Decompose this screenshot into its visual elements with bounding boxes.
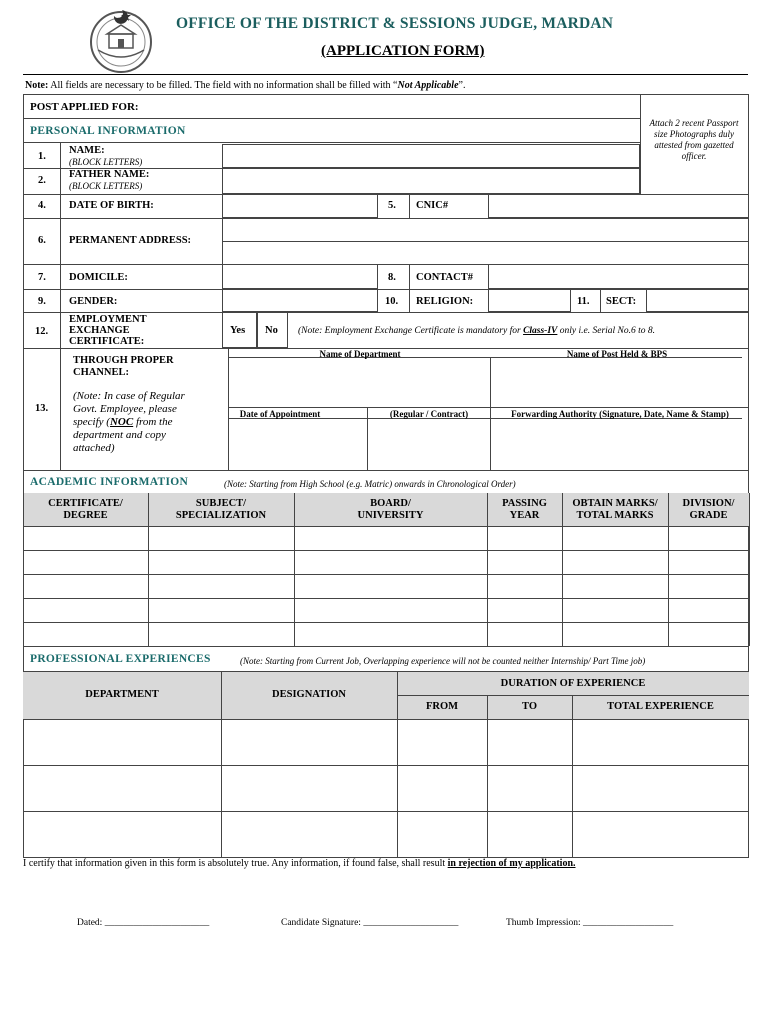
department-name-field[interactable] xyxy=(230,359,488,406)
experience-cell[interactable] xyxy=(222,812,396,856)
contact-field[interactable] xyxy=(488,264,749,289)
academic-cell[interactable] xyxy=(488,551,561,573)
academic-col-header: GRADE xyxy=(689,510,728,521)
academic-cell[interactable] xyxy=(669,575,748,597)
post-held-field[interactable] xyxy=(492,359,747,406)
post-applied-field[interactable] xyxy=(160,96,636,116)
channel-note: Govt. Employee, please xyxy=(73,403,177,415)
name-label: NAME: xyxy=(69,145,105,156)
academic-cell[interactable] xyxy=(24,599,147,621)
professional-note: (Note: Starting from Current Job, Overlapping experience will not be counted neither Internship/ Part Time job) xyxy=(240,656,646,666)
academic-cell[interactable] xyxy=(488,575,561,597)
sect-field[interactable] xyxy=(646,289,749,312)
father-name-label: FATHER NAME: xyxy=(69,169,150,180)
channel-note: (Note: In case of Regular xyxy=(73,390,185,402)
academic-col-header: DIVISION/ xyxy=(682,498,735,509)
academic-cell[interactable] xyxy=(563,527,667,549)
father-name-field[interactable] xyxy=(222,168,640,194)
academic-cell[interactable] xyxy=(563,623,667,645)
academic-cell[interactable] xyxy=(563,551,667,573)
thumb-impression-field[interactable]: Thumb Impression: ___________________ xyxy=(506,918,674,928)
academic-col-header: DEGREE xyxy=(63,510,108,521)
religion-label: RELIGION: xyxy=(416,296,474,307)
experience-cell[interactable] xyxy=(24,720,220,764)
experience-cell[interactable] xyxy=(488,812,571,856)
academic-cell[interactable] xyxy=(24,527,147,549)
channel-col-department: Name of Department xyxy=(319,349,401,359)
candidate-signature-field[interactable]: Candidate Signature: ____________________ xyxy=(281,918,459,928)
row-number: 4. xyxy=(38,200,46,211)
religion-field[interactable] xyxy=(488,289,571,312)
academic-cell[interactable] xyxy=(149,575,293,597)
section-heading-professional: PROFESSIONAL EXPERIENCES xyxy=(30,653,211,665)
domicile-label: DOMICILE: xyxy=(69,272,128,283)
row-number: 1. xyxy=(38,151,46,162)
experience-cell[interactable] xyxy=(573,766,748,810)
domicile-field[interactable] xyxy=(222,264,378,289)
experience-cell[interactable] xyxy=(573,812,748,856)
academic-cell[interactable] xyxy=(295,575,486,597)
academic-cell[interactable] xyxy=(488,599,561,621)
employment-label: EXCHANGE xyxy=(69,325,130,336)
channel-label: CHANNEL: xyxy=(73,367,130,378)
address-label: PERMANENT ADDRESS: xyxy=(69,235,192,246)
sect-label: SECT: xyxy=(606,296,637,307)
experience-cell[interactable] xyxy=(222,720,396,764)
academic-cell[interactable] xyxy=(24,623,147,645)
dob-label: DATE OF BIRTH: xyxy=(69,200,154,211)
experience-cell[interactable] xyxy=(488,720,571,764)
academic-cell[interactable] xyxy=(295,599,486,621)
col-total-experience: TOTAL EXPERIENCE xyxy=(607,701,714,712)
experience-cell[interactable] xyxy=(222,766,396,810)
experience-cell[interactable] xyxy=(398,766,486,810)
experience-cell[interactable] xyxy=(488,766,571,810)
form-note: Note: All fields are necessary to be filled. The field with no information shall be filled with “Not Applicable”. xyxy=(25,80,466,91)
col-department: DEPARTMENT xyxy=(85,689,159,700)
seal-icon xyxy=(84,6,158,74)
post-applied-label: POST APPLIED FOR: xyxy=(30,101,139,113)
forwarding-authority-field[interactable] xyxy=(492,420,747,468)
col-designation: DESIGNATION xyxy=(272,689,346,700)
academic-cell[interactable] xyxy=(149,551,293,573)
academic-cell[interactable] xyxy=(295,551,486,573)
appointment-date-field[interactable] xyxy=(230,420,365,468)
academic-col-header: TOTAL MARKS xyxy=(576,510,654,521)
academic-cell[interactable] xyxy=(488,527,561,549)
col-duration: DURATION OF EXPERIENCE xyxy=(500,678,646,689)
cnic-field[interactable] xyxy=(488,194,749,218)
channel-col-forwarding: Forwarding Authority (Signature, Date, Name & Stamp) xyxy=(511,409,729,419)
academic-cell[interactable] xyxy=(295,527,486,549)
academic-col-header: YEAR xyxy=(509,510,540,521)
row-number: 6. xyxy=(38,235,46,246)
row-number: 7. xyxy=(38,272,46,283)
logo xyxy=(84,6,158,74)
employment-note: (Note: Employment Exchange Certificate is mandatory for Class-IV only i.e. Serial No.6 to 8. xyxy=(298,326,656,336)
yes-label: Yes xyxy=(230,325,246,336)
employment-label: EMPLOYMENT xyxy=(69,314,147,325)
academic-col-header: UNIVERSITY xyxy=(357,510,424,521)
experience-cell[interactable] xyxy=(398,812,486,856)
form-subtitle: (APPLICATION FORM) xyxy=(321,43,485,59)
photo-instructions[interactable]: Attach 2 recent Passport size Photographs duly attested from gazetted officer. xyxy=(649,118,739,161)
dated-field[interactable]: Dated: ______________________ xyxy=(77,918,210,928)
academic-cell[interactable] xyxy=(24,575,147,597)
section-heading-academic: ACADEMIC INFORMATION xyxy=(30,476,189,488)
channel-col-date: Date of Appointment xyxy=(239,409,321,419)
academic-col-header: OBTAIN MARKS/ xyxy=(572,498,658,509)
experience-cell[interactable] xyxy=(398,720,486,764)
channel-label: THROUGH PROPER xyxy=(73,355,174,366)
address-field[interactable] xyxy=(224,220,747,262)
academic-cell[interactable] xyxy=(149,623,293,645)
section-heading-personal: PERSONAL INFORMATION xyxy=(30,125,186,137)
academic-cell[interactable] xyxy=(563,575,667,597)
name-field[interactable] xyxy=(222,144,640,168)
cnic-label: CNIC# xyxy=(416,200,449,211)
page-title: OFFICE OF THE DISTRICT & SESSIONS JUDGE, MARDAN xyxy=(176,15,614,32)
row-number: 12. xyxy=(35,326,49,337)
row-number: 2. xyxy=(38,175,46,186)
academic-cell[interactable] xyxy=(669,623,748,645)
col-to: TO xyxy=(522,701,537,712)
academic-cell[interactable] xyxy=(149,599,293,621)
no-label: No xyxy=(265,325,278,336)
channel-col-type: (Regular / Contract) xyxy=(389,409,469,419)
dob-field[interactable] xyxy=(222,194,378,218)
certification-statement: I certify that information given in this form is absolutely true. Any information, if found false, shall result in rejection of my application. xyxy=(23,858,576,869)
col-from: FROM xyxy=(425,701,459,712)
academic-cell[interactable] xyxy=(669,599,748,621)
academic-cell[interactable] xyxy=(563,599,667,621)
academic-col-header: CERTIFICATE/ xyxy=(48,498,123,509)
appointment-type-field[interactable] xyxy=(369,420,488,468)
academic-note: (Note: Starting from High School (e.g. Matric) onwards in Chronological Order) xyxy=(224,479,516,489)
row-number: 11. xyxy=(577,296,590,307)
channel-col-post: Name of Post Held & BPS xyxy=(566,349,668,359)
academic-cell[interactable] xyxy=(149,527,293,549)
academic-col-header: PASSING xyxy=(502,498,547,509)
experience-cell[interactable] xyxy=(24,812,220,856)
channel-note: department and copy xyxy=(73,429,166,441)
name-hint: (BLOCK LETTERS) xyxy=(69,157,143,167)
academic-cell[interactable] xyxy=(669,551,748,573)
academic-cell[interactable] xyxy=(24,551,147,573)
experience-cell[interactable] xyxy=(573,720,748,764)
experience-cell[interactable] xyxy=(24,766,220,810)
academic-col-header: SPECIALIZATION xyxy=(175,510,267,521)
row-number: 10. xyxy=(385,296,399,307)
academic-col-header: SUBJECT/ xyxy=(195,498,247,509)
academic-col-header: BOARD/ xyxy=(370,498,411,509)
row-number: 5. xyxy=(388,200,396,211)
row-number: 9. xyxy=(38,296,46,307)
gender-label: GENDER: xyxy=(69,296,118,307)
academic-cell[interactable] xyxy=(295,623,486,645)
academic-cell[interactable] xyxy=(669,527,748,549)
father-name-hint: (BLOCK LETTERS) xyxy=(69,181,143,191)
gender-field[interactable] xyxy=(222,289,378,312)
row-number: 8. xyxy=(388,272,396,283)
channel-note: attached) xyxy=(73,442,115,454)
row-number: 13. xyxy=(35,403,49,414)
channel-note: specify (NOC from the xyxy=(73,416,173,428)
academic-cell[interactable] xyxy=(488,623,561,645)
employment-label: CERTIFICATE: xyxy=(69,336,145,347)
contact-label: CONTACT# xyxy=(416,272,473,283)
